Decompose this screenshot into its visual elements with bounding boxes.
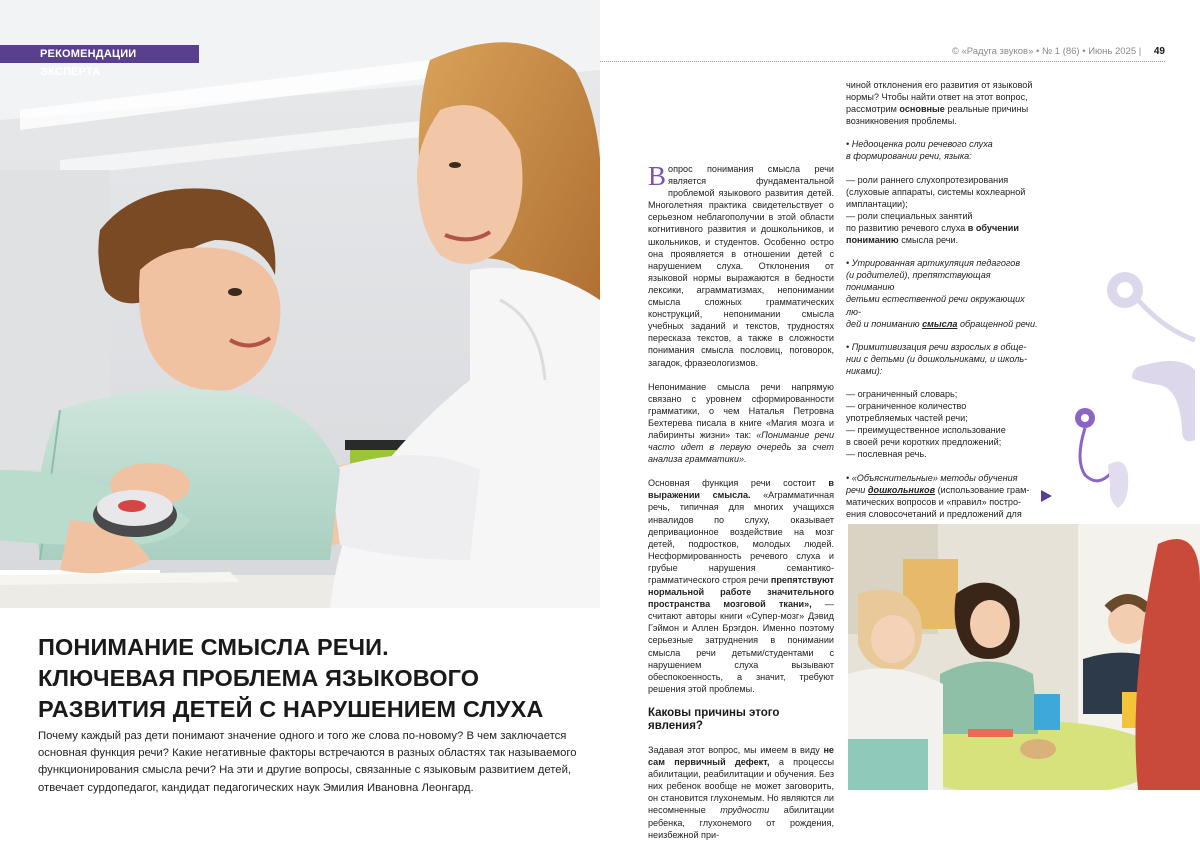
bullet-1-heading <box>846 138 1038 162</box>
bullet-1-item-2c-end: смысла речи. <box>901 235 959 246</box>
bullet-1-item-1c: имплантации); <box>846 198 908 209</box>
bullet-3-heading <box>846 341 1038 377</box>
bullet-3-items <box>846 388 1038 461</box>
bullet-1-item-1b: (слуховые аппараты, системы кохлеарной <box>846 186 1026 197</box>
bullet-1-item-2a: — роли специальных занятий <box>846 210 973 221</box>
bekhtereva-quote: «Понимание речи часто идет в первую очередь за счет анализа грамматики». <box>648 429 834 465</box>
right-page <box>600 0 1200 849</box>
paragraph-3-start: Основная функция речи состоит <box>648 478 816 489</box>
article-title-line-2: КЛЮЧЕВАЯ ПРОБЛЕМА ЯЗЫКОВОГО <box>38 665 480 691</box>
bullet-2-line-2: (и родителей), препятствующая пониманию <box>846 270 991 293</box>
bullet-4-line-1: • «Объяснительные» методы обучения <box>846 472 1018 483</box>
bullet-3-item-1: — ограниченный словарь; <box>846 388 958 399</box>
running-header <box>600 46 1165 57</box>
subheading-causes: Каковы причины этого явления? <box>648 706 780 733</box>
paragraph-1-text: опрос понимания смысла речи является фундаментальной проблемой языкового развития детей. Многолетняя практика свидетельствует о серьезном неблагополучии в этой области когнитивного развития и дошкольников, и школьников, и студентов. Особенно остро она проявляется в отношении детей с нарушением слуха. Отклонения от языковой нормы выражаются в бедности лексики, аграмматизмах, непонимании смысла сложных грамматических конструкций, непонимании смысла учебных заданий и текстов, трудностях пересказа текстов, а также в сложности понимания смысла пословиц, поговорок, загадок, фразеологизмов. <box>648 164 834 368</box>
paragraph-4-bold: не сам первичный дефект, <box>648 744 834 768</box>
drop-cap: В <box>648 161 667 191</box>
bullet-1-item-2c-bold: пониманию <box>846 235 899 246</box>
page-number: 49 <box>1153 46 1165 57</box>
bullet-3-item-4: — послевная речь. <box>846 449 927 460</box>
bullet-3-item-2a: — ограниченное количество <box>846 401 967 412</box>
paragraph-4-italic: трудности <box>720 805 770 816</box>
bullet-2-line-4-end: обращенной речи. <box>959 318 1038 329</box>
bullet-3-item-3a: — преимущественное использование <box>846 425 1006 436</box>
article-title-line-3: РАЗВИТИЯ ДЕТЕЙ С НАРУШЕНИЕМ СЛУХА <box>38 696 544 722</box>
classroom-photo <box>848 524 1200 790</box>
bullet-1-line-2: в формировании речи, языка: <box>846 151 972 162</box>
main-photo-speech-therapy <box>0 0 600 608</box>
bullet-2-line-1: • Утрированная артикуляция педагогов <box>846 258 1021 269</box>
bullet-3-line-3: никами): <box>846 365 883 376</box>
intro-end: реальные причины возникновения проблемы. <box>846 104 1029 127</box>
text-column-1 <box>648 163 834 849</box>
bullet-2-line-4 <box>846 318 1038 330</box>
text-column-2 <box>846 79 1038 531</box>
column-2-intro <box>846 79 1038 127</box>
cochlear-implant-icon <box>1075 408 1128 508</box>
bullet-3-item-3b: в своей речи коротких предложений; <box>846 437 1002 448</box>
bullet-1-items <box>846 174 1038 247</box>
bullet-1-item-2b-bold: в обучении <box>967 222 1019 233</box>
bullet-3-line-1: • Примитивизация речи взрослых в обще- <box>846 341 1027 352</box>
bullet-4 <box>846 472 1038 520</box>
bullet-2-line-3: детьми естественной речи окружающих лю- <box>846 294 1025 317</box>
bullet-4-line-2-bold: дошкольников <box>867 484 936 495</box>
bullet-3-item-2b: употребляемых частей речи; <box>846 413 968 424</box>
bullet-1-item-2b-start: по развитию речевого слуха <box>846 222 966 233</box>
main-photo-illustration <box>0 0 600 608</box>
paragraph-3-bold: в выражении смысла. <box>648 478 834 501</box>
running-header-text: © «Радуга звуков» • № 1 (86) • Июнь 2025 | <box>951 46 1142 57</box>
bullet-3-line-2: нии с детьми (и дошкольниками, и школь- <box>846 353 1028 364</box>
bullet-1-line-1: • Недооценка роли речевого слуха <box>846 139 993 150</box>
paragraph-4 <box>648 744 834 841</box>
paragraph-4-start: Задавая этот вопрос, мы имеем в виду <box>648 744 820 755</box>
bullet-1-item-1a: — роли раннего слухопротезирования <box>846 174 1009 185</box>
paragraph-2 <box>648 381 834 466</box>
paragraph-3 <box>648 477 834 695</box>
bullet-1-item-2b <box>846 222 1038 234</box>
bullet-4-line-3: матических вопросов и «правил» постро- <box>846 496 1022 507</box>
article-lead: Почему каждый раз дети понимают значение одного и того же слова по-новому? В чем заключается основная функция речи? Какие негативные факторы встречаются в разных областях так называемого функционирования смысла речи? На эти и другие вопросы, связанные с языковым развитием детей, отвечает сурдопедагог, кандидат педагогических наук Эмилия Ивановна Леонгард. <box>38 730 577 794</box>
bullet-4-line-2-italic: речи <box>846 484 866 495</box>
section-tag: РЕКОМЕНДАЦИИ ЭКСПЕРТА <box>0 45 199 63</box>
paragraph-4-middle: а процессы абилитации, реабилитации и обучения. Без них ребенок вообще не может заговорить, он становится глухонемым. Но являются ли несомненные <box>648 757 835 816</box>
paragraph-2-text: Непонимание смысла речи напрямую связано с уровнем сформированности грамматики, о чем Наталья Петровна Бехтерева писала в книге «Магия мозга и лабиринты жизни» так: <box>648 381 834 440</box>
arrow-right-icon <box>1041 490 1052 502</box>
article-title <box>38 632 583 725</box>
bullet-1-item-2c <box>846 234 1038 246</box>
article-title-line-1: ПОНИМАНИЕ СМЫСЛА РЕЧИ. <box>38 634 389 660</box>
header-dotted-rule <box>600 61 1165 62</box>
bullet-2-line-4-start: дей и пониманию <box>846 318 920 329</box>
intro-bold: основные <box>899 104 945 115</box>
paragraph-1 <box>648 163 834 369</box>
paragraph-4-end: абилитации ребенка, глухонемого от рождения, неизбежной при- <box>648 805 835 840</box>
bullet-4-line-2 <box>846 484 1038 496</box>
bullet-4-line-2-end: (использование грам- <box>937 484 1030 495</box>
intro-start: чиной отклонения его развития от языковой нормы? Чтобы найти ответ на этот вопрос, рассмотрим <box>846 80 1033 115</box>
paragraph-3-end: — считают авторы книги «Супер-мозг» Дэвид Гэймон и Аллен Брэгдон. Именно поэтому серьезные затруднения в понимании смысла речи детьми/студентами с нарушением слуха вызывают обеспокоенность, а значит, требуют решения этой проблемы. <box>648 599 834 694</box>
classroom-photo-illustration <box>848 524 1200 790</box>
hearing-aid-icon <box>1070 260 1200 520</box>
bullet-2-line-4-bold: смысла <box>922 318 958 329</box>
paragraph-3-bold-2: препятствуют нормальной работе значительного пространства мозговой ткани», <box>648 575 834 610</box>
bullet-4-line-4: ения словосочетаний и предложений для <box>846 508 1022 519</box>
paragraph-3-middle: «Аграмматичная речь, типичная для многих учащихся инвалидов по слуху, оказывает депривационное воздействие на мозг детей, подростков, молодых людей. Несформированность речевого слуха и грубые нарушения семантико-грамматического строя речи <box>648 490 834 585</box>
bullet-2 <box>846 257 1038 330</box>
